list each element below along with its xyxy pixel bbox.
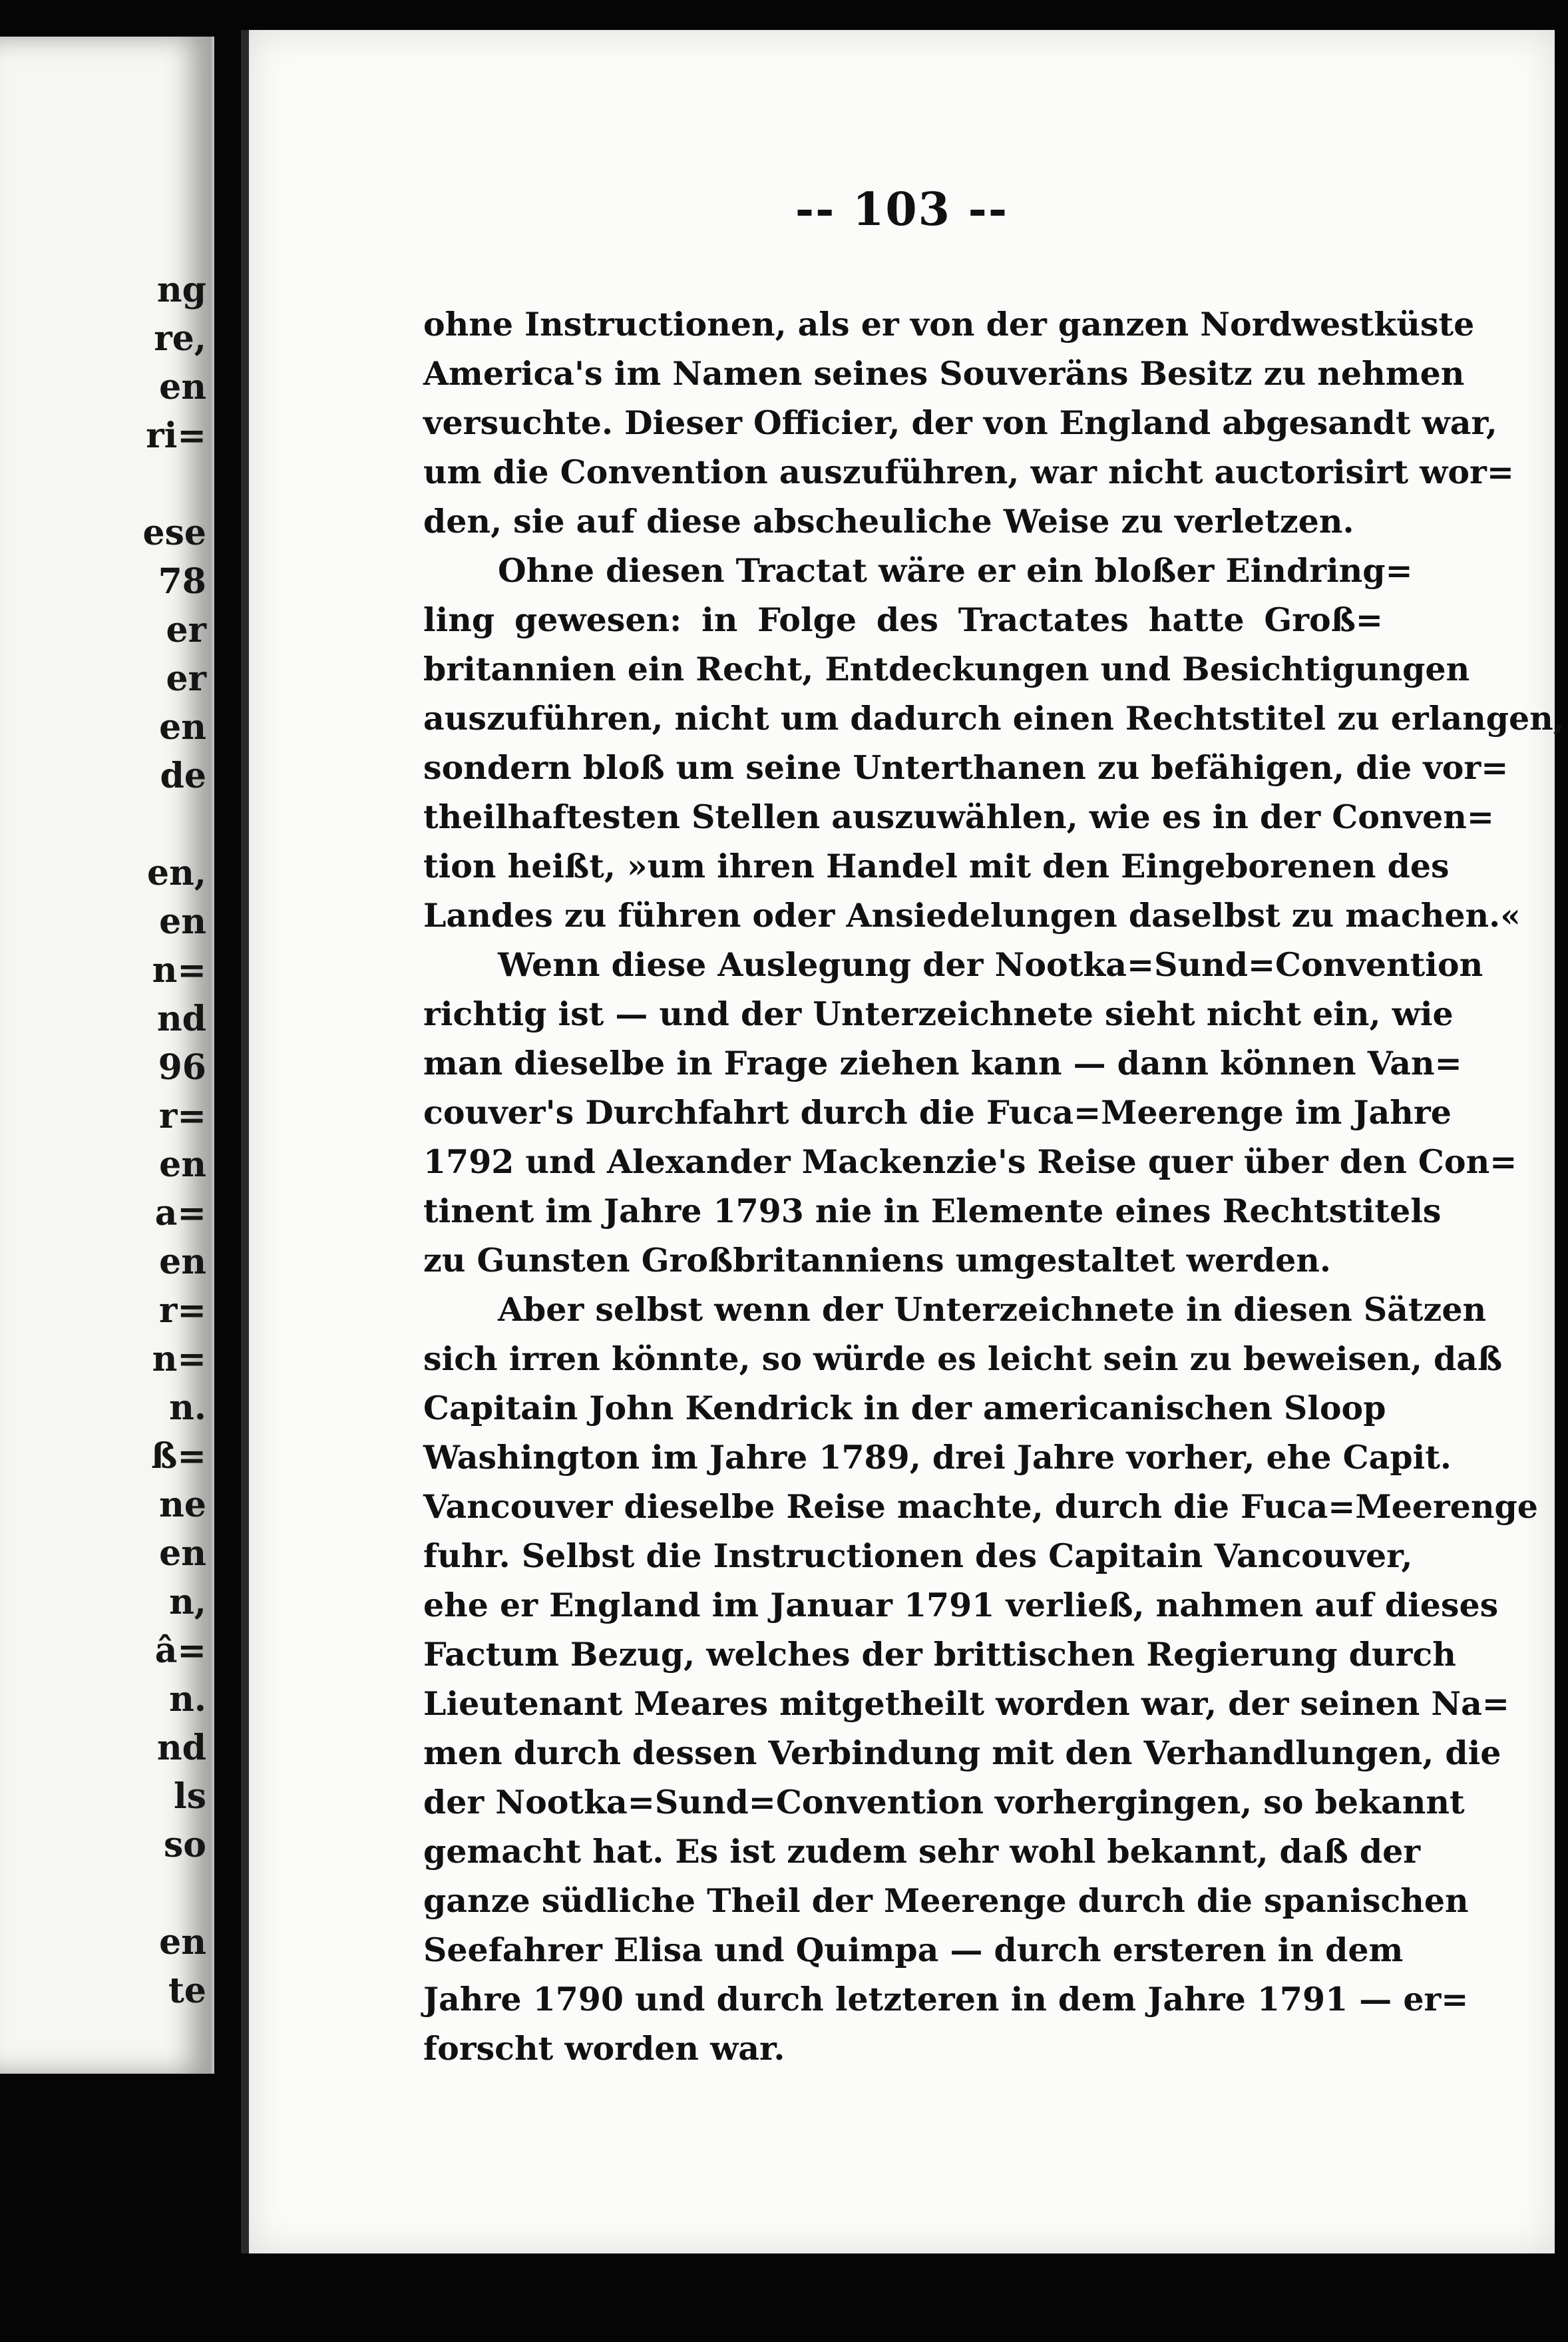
text-line: der Nootka=Sund=Convention vorhergingen, so bekannt [423, 1783, 1465, 1821]
left-page-line-fragment: 78 [158, 561, 206, 602]
text-line: Landes zu führen oder Ansiedelungen daselbst zu machen.« [423, 896, 1521, 935]
text-line: men durch dessen Verbindung mit den Verhandlungen, die [423, 1734, 1501, 1772]
text-line: Wenn diese Auslegung der Nootka=Sund=Convention [498, 945, 1483, 984]
text-line: ohne Instructionen, als er von der ganzen Nordwestküste [423, 305, 1475, 344]
left-page-line-fragment: so [164, 1825, 206, 1865]
text-line: tion heißt, »um ihren Handel mit den Eingeborenen des [423, 847, 1450, 885]
left-page-line-fragment: a= [154, 1193, 206, 1234]
left-page-line-fragment: ri= [146, 415, 206, 456]
text-line: man dieselbe in Frage ziehen kann — dann können Van= [423, 1044, 1462, 1082]
left-page-line-fragment: n= [152, 950, 206, 991]
left-page-line-fragment: â= [154, 1630, 206, 1671]
text-line: Jahre 1790 und durch letzteren in dem Jahre 1791 — er= [423, 1980, 1469, 2018]
text-line: Washington im Jahre 1789, drei Jahre vorher, ehe Capit. [423, 1438, 1452, 1477]
left-page-line-fragment: ß= [150, 1436, 206, 1477]
text-line: auszuführen, nicht um dadurch einen Rechtstitel zu erlangen, [423, 699, 1565, 738]
left-page-line-fragment: en [159, 901, 206, 942]
left-page-line-fragment: n. [169, 1679, 206, 1720]
page-number: -- 103 -- [795, 183, 1009, 236]
text-line: ehe er England im Januar 1791 verließ, nahmen auf dieses [423, 1586, 1499, 1624]
text-line: America's im Namen seines Souveräns Besitz zu nehmen [423, 354, 1465, 393]
text-line: couver's Durchfahrt durch die Fuca=Meerenge im Jahre [423, 1093, 1452, 1132]
left-page-line-fragment: re, [154, 318, 206, 359]
left-page-line-fragment: er [166, 610, 206, 650]
text-line: Ohne diesen Tractat wäre er ein bloßer Eindring= [498, 551, 1413, 590]
text-line: theilhaftesten Stellen auszuwählen, wie es in der Conven= [423, 798, 1494, 836]
left-page-line-fragment: nd [156, 1728, 206, 1768]
text-line: ling gewesen: in Folge des Tractates hatte Groß= [423, 600, 1383, 639]
text-line: sich irren könnte, so würde es leicht sein zu beweisen, daß [423, 1339, 1503, 1378]
text-line: Seefahrer Elisa und Quimpa — durch ersteren in dem [423, 1931, 1404, 1969]
text-line: richtig ist — und der Unterzeichnete sieht nicht ein, wie [423, 995, 1454, 1033]
left-page-line-fragment: ese [142, 513, 206, 553]
text-line: Capitain John Kendrick in der americanischen Sloop [423, 1389, 1386, 1427]
left-page-line-fragment: r= [159, 1096, 206, 1136]
left-page-line-fragment: en [159, 1144, 206, 1185]
left-page-line-fragment: de [160, 756, 206, 796]
text-line: Aber selbst wenn der Unterzeichnete in diesen Sätzen [498, 1290, 1487, 1329]
text-line: tinent im Jahre 1793 nie in Elemente eines Rechtstitels [423, 1192, 1442, 1230]
text-line: forscht worden war. [423, 2029, 785, 2068]
left-page-line-fragment: en [159, 367, 206, 407]
text-line: Lieutenant Meares mitgetheilt worden war, der seinen Na= [423, 1684, 1509, 1723]
left-page-line-fragment: ne [159, 1485, 206, 1525]
left-page-line-fragment: n= [152, 1339, 206, 1379]
left-page-line-fragment: te [168, 1971, 206, 2011]
left-page-line-fragment: r= [159, 1290, 206, 1331]
text-line: fuhr. Selbst die Instructionen des Capitain Vancouver, [423, 1536, 1413, 1575]
text-line: sondern bloß um seine Unterthanen zu befähigen, die vor= [423, 748, 1509, 787]
left-page-line-fragment: en [159, 1242, 206, 1282]
left-page-line-fragment: ls [173, 1776, 206, 1817]
text-line: Factum Bezug, welches der brittischen Regierung durch [423, 1635, 1456, 1674]
left-page-line-fragment: 96 [158, 1047, 206, 1088]
text-line: um die Convention auszuführen, war nicht auctorisirt wor= [423, 453, 1514, 491]
text-line: britannien ein Recht, Entdeckungen und Besichtigungen [423, 650, 1470, 688]
left-page-line-fragment: en [159, 707, 206, 748]
main-page [241, 30, 1565, 2253]
text-line: 1792 und Alexander Mackenzie's Reise quer über den Con= [423, 1142, 1517, 1181]
text-line: ganze südliche Theil der Meerenge durch die spanischen [423, 1881, 1469, 1920]
left-page-line-fragment: ng [156, 270, 206, 310]
left-page-line-fragment: en, [147, 853, 206, 893]
left-page-line-fragment: n. [169, 1387, 206, 1428]
left-facing-page [0, 37, 214, 2074]
left-page-line-fragment: er [166, 658, 206, 699]
left-page-line-fragment: en [159, 1922, 206, 1963]
body-text [423, 300, 1565, 2073]
text-line: Vancouver dieselbe Reise machte, durch die Fuca=Meerenge [423, 1487, 1538, 1526]
left-page-line-fragment: nd [156, 999, 206, 1039]
left-page-line-fragment: n, [169, 1582, 206, 1622]
text-line: gemacht hat. Es ist zudem sehr wohl bekannt, daß der [423, 1832, 1421, 1871]
text-line: zu Gunsten Großbritanniens umgestaltet werden. [423, 1241, 1331, 1280]
text-line: den, sie auf diese abscheuliche Weise zu verletzen. [423, 502, 1354, 541]
left-page-line-fragment: en [159, 1533, 206, 1574]
text-line: versuchte. Dieser Officier, der von England abgesandt war, [423, 403, 1497, 442]
